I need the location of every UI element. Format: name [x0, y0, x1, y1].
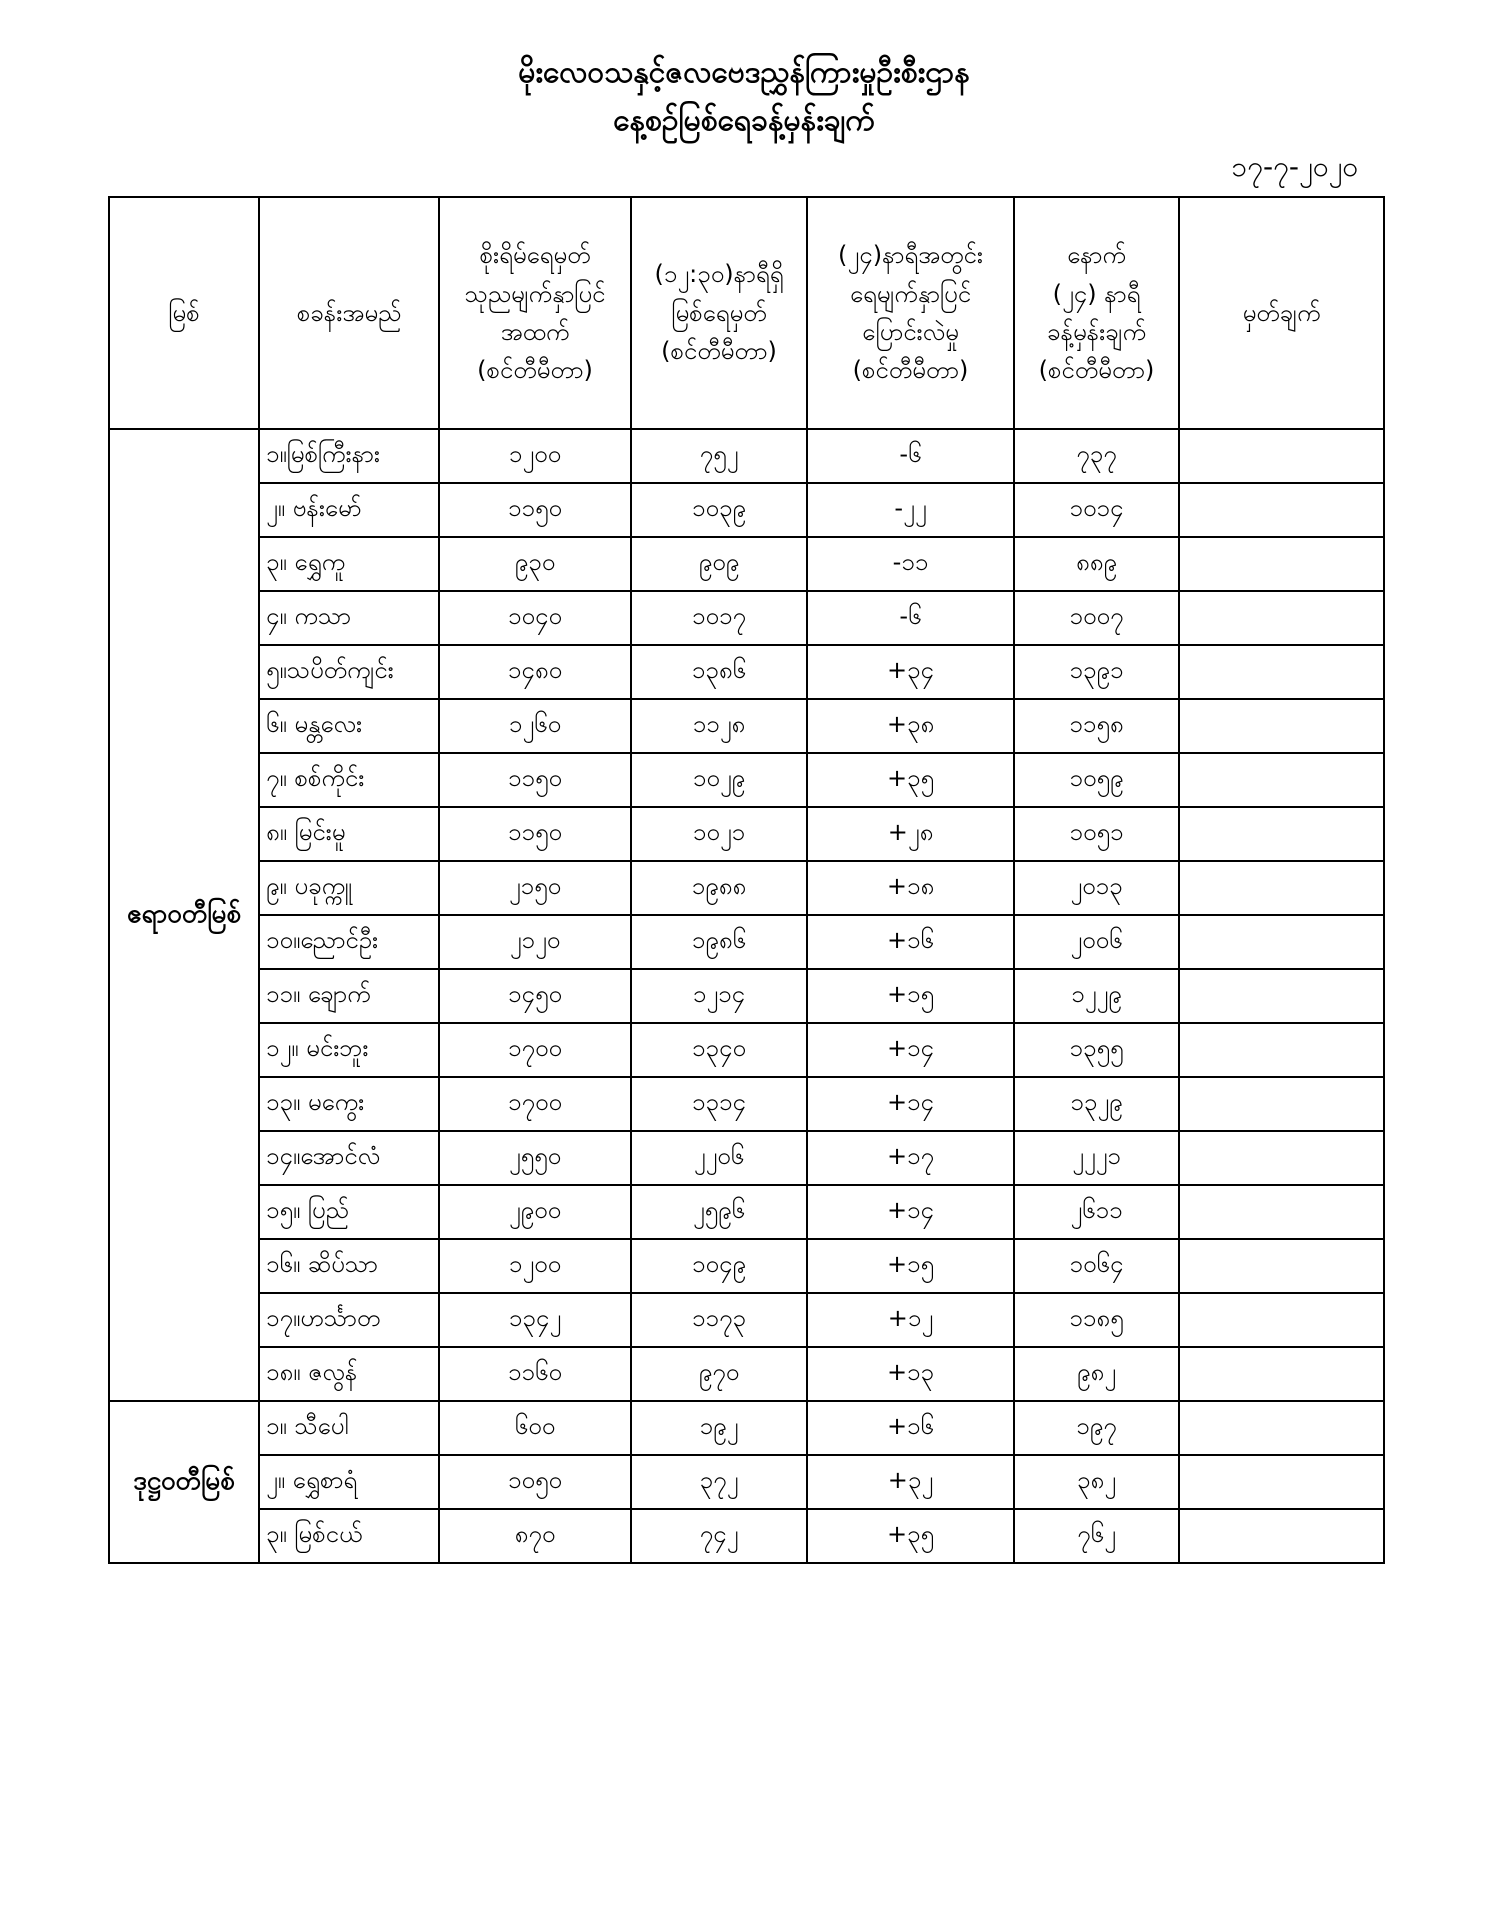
table-row [109, 1401, 1384, 1455]
remark-cell [1179, 1401, 1384, 1455]
header-line: ပြောင်းလဲမှု [862, 318, 959, 346]
forecast-cell: ၁၀၆၄ [1014, 1239, 1179, 1293]
station-cell: ၁။ သီပေါ [259, 1401, 439, 1455]
forecast-cell: ၃၈၂ [1014, 1455, 1179, 1509]
table-row [109, 483, 1384, 537]
remark-cell [1179, 591, 1384, 645]
danger-level-cell: ၁၁၅၀ [439, 753, 631, 807]
header-line: (၂၄) နာရီ [1052, 279, 1141, 308]
table-row [109, 1347, 1384, 1401]
change-cell: +၁၇ [807, 1131, 1014, 1185]
remark-cell [1179, 1185, 1384, 1239]
observed-level-cell: ၁၉၂ [631, 1401, 807, 1455]
danger-level-cell: ၂၁၅၀ [439, 861, 631, 915]
table-row [109, 969, 1384, 1023]
observed-level-cell: ၁၉၈၆ [631, 915, 807, 969]
remark-cell [1179, 915, 1384, 969]
remark-cell [1179, 1023, 1384, 1077]
header-line: (စင်တီမီတာ) [477, 356, 593, 385]
header-line: အထက် [500, 318, 570, 346]
danger-level-cell: ၁၀၄၀ [439, 591, 631, 645]
forecast-cell: ၈၈၉ [1014, 537, 1179, 591]
observed-level-cell: ၂၂၀၆ [631, 1131, 807, 1185]
forecast-table [108, 196, 1385, 1564]
forecast-cell: ၁၀၀၇ [1014, 591, 1179, 645]
col-header-forecast-24h [1014, 197, 1179, 429]
table-row [109, 1509, 1384, 1563]
station-cell: ၁၇။ဟင်္သာတ [259, 1293, 439, 1347]
observed-level-cell: ၁၀၁၇ [631, 591, 807, 645]
change-cell: +၃၄ [807, 645, 1014, 699]
forecast-cell: ၂၂၂၁ [1014, 1131, 1179, 1185]
remark-cell [1179, 1509, 1384, 1563]
forecast-cell: ၁၁၅၈ [1014, 699, 1179, 753]
change-cell: +၃၅ [807, 753, 1014, 807]
station-cell: ၉။ ပခုက္ကူ [259, 861, 439, 915]
danger-level-cell: ၁၁၆၀ [439, 1347, 631, 1401]
header-line: (၂၄)နာရီအတွင်း [838, 241, 983, 270]
remark-cell [1179, 1347, 1384, 1401]
danger-level-cell: ၁၂၀၀ [439, 429, 631, 483]
table-body [109, 429, 1384, 1563]
forecast-cell: ၂၀၁၃ [1014, 861, 1179, 915]
table-row [109, 1077, 1384, 1131]
table-row [109, 807, 1384, 861]
change-cell: -၆ [807, 591, 1014, 645]
header-line: သုညမျက်နှာပြင် [464, 279, 606, 308]
remark-cell [1179, 429, 1384, 483]
table-row [109, 429, 1384, 483]
table-row [109, 645, 1384, 699]
danger-level-cell: ၂၁၂၀ [439, 915, 631, 969]
remark-cell [1179, 1131, 1384, 1185]
station-cell: ၁၅။ ပြည် [259, 1185, 439, 1239]
danger-level-cell: ၁၄၅၀ [439, 969, 631, 1023]
observed-level-cell: ၁၃၈၆ [631, 645, 807, 699]
danger-level-cell: ၁၇၀၀ [439, 1077, 631, 1131]
station-cell: ၂။ ဗန်းမော် [259, 483, 439, 537]
change-cell: +၁၄ [807, 1077, 1014, 1131]
station-cell: ၂။ ရွှေစာရံ [259, 1455, 439, 1509]
col-header-change-24h [807, 197, 1014, 429]
header-line: (စင်တီမီတာ) [1038, 356, 1155, 385]
station-cell: ၇။ စစ်ကိုင်း [259, 753, 439, 807]
change-cell: +၁၅ [807, 969, 1014, 1023]
page-subtitle: နေ့စဉ်မြစ်ရေခန့်မှန်းချက် [613, 103, 875, 138]
change-cell: +၁၄ [807, 1023, 1014, 1077]
remark-cell [1179, 1293, 1384, 1347]
station-cell: ၅။သပိတ်ကျင်း [259, 645, 439, 699]
header-row [109, 197, 1384, 429]
change-cell: +၃၅ [807, 1509, 1014, 1563]
forecast-cell: ၁၉၇ [1014, 1401, 1179, 1455]
station-cell: ၁၂။ မင်းဘူး [259, 1023, 439, 1077]
observed-level-cell: ၁၃၄၀ [631, 1023, 807, 1077]
header-line: (၁၂:၃၀)နာရီရှိ [654, 260, 784, 289]
col-header-danger-level [439, 197, 631, 429]
danger-level-cell: ၈၇၀ [439, 1509, 631, 1563]
table-row [109, 861, 1384, 915]
header-line: ခန့်မှန်းချက် [1047, 318, 1146, 346]
forecast-cell: ၁၃၅၅ [1014, 1023, 1179, 1077]
page-title: မိုးလေဝသနှင့်ဇလဗေဒညွှန်ကြားမှုဦးစီးဌာန [518, 55, 970, 90]
forecast-cell: ၁၁၈၅ [1014, 1293, 1179, 1347]
change-cell: +၁၆ [807, 1401, 1014, 1455]
header-line: (စင်တီမီတာ) [852, 356, 969, 385]
forecast-cell: ၂၆၁၁ [1014, 1185, 1179, 1239]
table-row [109, 699, 1384, 753]
forecast-cell: ၁၃၂၉ [1014, 1077, 1179, 1131]
change-cell: +၁၈ [807, 861, 1014, 915]
col-header-river: မြစ် [109, 197, 259, 429]
change-cell: +၁၃ [807, 1347, 1014, 1401]
header-line: (စင်တီမီတာ) [661, 337, 777, 366]
river-name-cell: ဒုဋ္ဌဝတီမြစ် [109, 1401, 259, 1563]
change-cell: -၂၂ [807, 483, 1014, 537]
table-row [109, 753, 1384, 807]
change-cell: -၁၁ [807, 537, 1014, 591]
change-cell: +၁၅ [807, 1239, 1014, 1293]
station-cell: ၁၈။ ဇလွန် [259, 1347, 439, 1401]
forecast-cell: ၂၀၀၆ [1014, 915, 1179, 969]
change-cell: +၁၂ [807, 1293, 1014, 1347]
danger-level-cell: ၁၃၄၂ [439, 1293, 631, 1347]
change-cell: +၂၈ [807, 807, 1014, 861]
observed-level-cell: ၁၂၁၄ [631, 969, 807, 1023]
remark-cell [1179, 753, 1384, 807]
header-line: မြစ်ရေမှတ် [671, 298, 767, 327]
remark-cell [1179, 645, 1384, 699]
remark-cell [1179, 699, 1384, 753]
change-cell: +၃၈ [807, 699, 1014, 753]
table-row [109, 915, 1384, 969]
header-line: နောက် [1067, 241, 1126, 270]
table-row [109, 591, 1384, 645]
forecast-cell: ၁၃၉၁ [1014, 645, 1179, 699]
station-cell: ၁၀။ညောင်ဦး [259, 915, 439, 969]
station-cell: ၁၆။ ဆိပ်သာ [259, 1239, 439, 1293]
col-header-remarks: မှတ်ချက် [1179, 197, 1384, 429]
observed-level-cell: ၁၀၂၁ [631, 807, 807, 861]
change-cell: +၃၂ [807, 1455, 1014, 1509]
remark-cell [1179, 807, 1384, 861]
change-cell: +၁၆ [807, 915, 1014, 969]
remark-cell [1179, 1239, 1384, 1293]
observed-level-cell: ၃၇၂ [631, 1455, 807, 1509]
station-cell: ၆။ မန္တလေး [259, 699, 439, 753]
table-row [109, 1185, 1384, 1239]
observed-level-cell: ၉၀၉ [631, 537, 807, 591]
danger-level-cell: ၉၃၀ [439, 537, 631, 591]
station-cell: ၁။မြစ်ကြီးနား [259, 429, 439, 483]
forecast-cell: ၁၀၅၉ [1014, 753, 1179, 807]
forecast-cell: ၇၆၂ [1014, 1509, 1179, 1563]
danger-level-cell: ၁၄၈၀ [439, 645, 631, 699]
remark-cell [1179, 537, 1384, 591]
danger-level-cell: ၁၇၀၀ [439, 1023, 631, 1077]
forecast-cell: ၉၈၂ [1014, 1347, 1179, 1401]
station-cell: ၄။ ကသာ [259, 591, 439, 645]
remark-cell [1179, 861, 1384, 915]
forecast-cell: ၁၀၅၁ [1014, 807, 1179, 861]
river-name-cell: ဧရာဝတီမြစ် [109, 429, 259, 1401]
observed-level-cell: ၁၀၂၉ [631, 753, 807, 807]
remark-cell [1179, 483, 1384, 537]
observed-level-cell: ၇၄၂ [631, 1509, 807, 1563]
forecast-cell: ၇၃၇ [1014, 429, 1179, 483]
remark-cell [1179, 969, 1384, 1023]
observed-level-cell: ၁၁၇၃ [631, 1293, 807, 1347]
station-cell: ၃။ မြစ်ငယ် [259, 1509, 439, 1563]
table-row [109, 1131, 1384, 1185]
observed-level-cell: ၁၀၃၉ [631, 483, 807, 537]
station-cell: ၁၄။အောင်လံ [259, 1131, 439, 1185]
table-row [109, 1293, 1384, 1347]
danger-level-cell: ၁၁၅၀ [439, 807, 631, 861]
forecast-cell: ၁၂၂၉ [1014, 969, 1179, 1023]
station-cell: ၁၁။ ချောက် [259, 969, 439, 1023]
danger-level-cell: ၁၂၆၀ [439, 699, 631, 753]
header-line: စိုးရိမ်ရေမှတ် [479, 241, 591, 270]
observed-level-cell: ၁၉၈၈ [631, 861, 807, 915]
danger-level-cell: ၁၁၅၀ [439, 483, 631, 537]
remark-cell [1179, 1455, 1384, 1509]
observed-level-cell: ၂၅၉၆ [631, 1185, 807, 1239]
remark-cell [1179, 1077, 1384, 1131]
table-row [109, 1023, 1384, 1077]
forecast-cell: ၁၀၁၄ [1014, 483, 1179, 537]
observed-level-cell: ၁၁၂၈ [631, 699, 807, 753]
change-cell: +၁၄ [807, 1185, 1014, 1239]
observed-level-cell: ၇၅၂ [631, 429, 807, 483]
table-row [109, 1455, 1384, 1509]
danger-level-cell: ၂၅၅၀ [439, 1131, 631, 1185]
report-date: ၁၇-၇-၂၀၂၀ [1231, 150, 1358, 183]
table-row [109, 537, 1384, 591]
col-header-observed-level [631, 197, 807, 429]
change-cell: -၆ [807, 429, 1014, 483]
observed-level-cell: ၁၀၄၉ [631, 1239, 807, 1293]
danger-level-cell: ၁၀၅၀ [439, 1455, 631, 1509]
header-line: ရေမျက်နှာပြင် [849, 279, 972, 308]
danger-level-cell: ၂၉၀၀ [439, 1185, 631, 1239]
table-row [109, 1239, 1384, 1293]
station-cell: ၃။ ရွှေကူ [259, 537, 439, 591]
station-cell: ၁၃။ မကွေး [259, 1077, 439, 1131]
observed-level-cell: ၉၇၀ [631, 1347, 807, 1401]
observed-level-cell: ၁၃၁၄ [631, 1077, 807, 1131]
station-cell: ၈။ မြင်းမူ [259, 807, 439, 861]
danger-level-cell: ၆၀၀ [439, 1401, 631, 1455]
col-header-station: စခန်းအမည် [259, 197, 439, 429]
danger-level-cell: ၁၂၀၀ [439, 1239, 631, 1293]
